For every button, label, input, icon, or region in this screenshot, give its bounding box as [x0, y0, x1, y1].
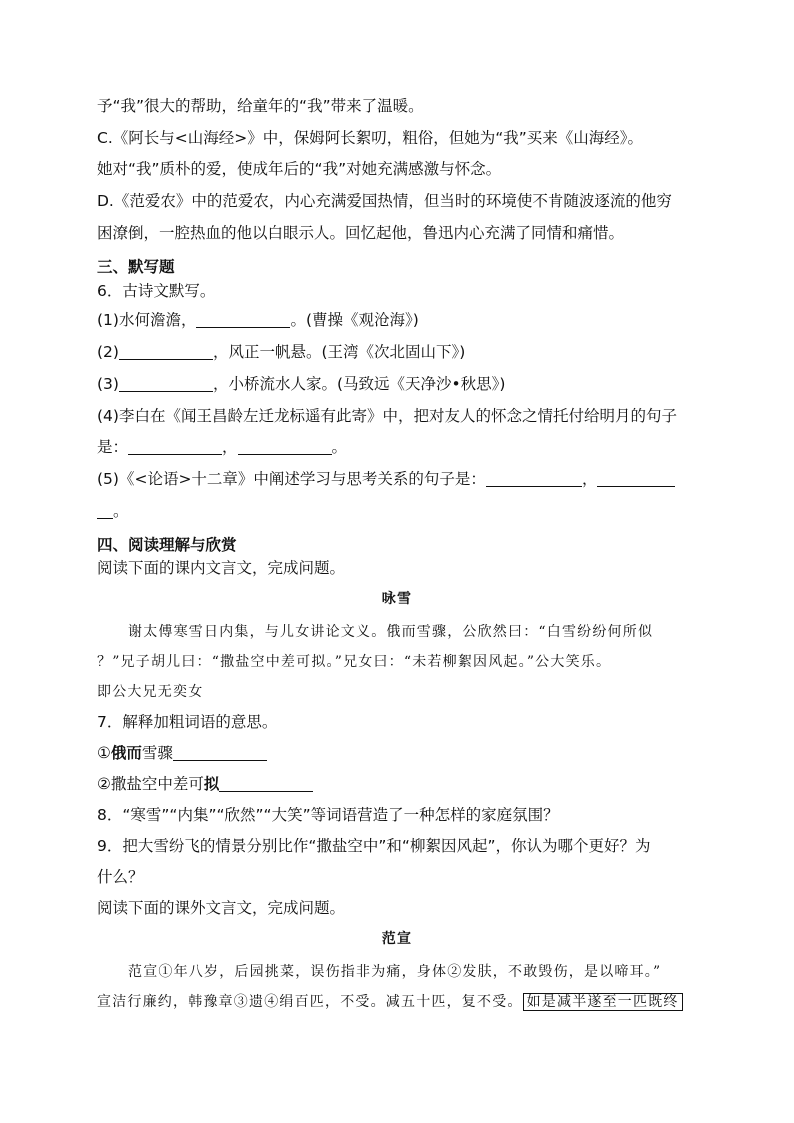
text-line: 予“我”很大的帮助，给童年的“我”带来了温暖。 — [97, 97, 424, 115]
answer-blank[interactable] — [173, 744, 267, 761]
text-line: 困潦倒，一腔热血的他以白眼示人。回忆起他，鲁迅内心充满了同情和痛惜。 — [97, 224, 625, 242]
answer-blank[interactable] — [196, 311, 290, 328]
dictation-item-1: (1)水何澹澹， 。(曹操《观沧海》) — [97, 311, 419, 329]
dictation-item-4: (4)李白在《闻王昌龄左迁龙标遥有此寄》中，把对友人的怀念之情托付给明月的句子 — [97, 407, 677, 425]
dictation-item-4-answer: 是： ， 。 — [97, 438, 348, 456]
answer-blank[interactable] — [486, 470, 582, 487]
dictation-item-5: (5)《<论语>十二章》中阐述学习与思考关系的句子是： ， — [97, 468, 675, 490]
option-c-line: C.《阿长与<山海经>》中，保姆阿长絮叨，粗俗，但她为“我”买来《山海经》。 — [97, 129, 644, 147]
answer-blank[interactable] — [119, 343, 213, 360]
answer-blank[interactable] — [119, 375, 213, 392]
question-7: 7．解释加粗词语的意思。 — [97, 713, 278, 731]
passage-line: 谢太傅寒雪日内集，与儿女讲论文义。俄而雪骤，公欣然曰：“白雪纷纷何所似 — [128, 624, 654, 640]
question-7-item-2: ②撒盐空中差可拟 — [97, 773, 313, 795]
question-7-item-1: ①俄而雪骤 — [97, 742, 267, 764]
question-6: 6．古诗文默写。 — [97, 282, 216, 300]
answer-blank[interactable] — [238, 438, 332, 455]
passage-line: 范宣①年八岁，后园挑菜，误伤指非为痛，身体②发肤，不敢毁伤，是以啼耳。” — [128, 964, 662, 980]
section-heading-dictation: 三、默写题 — [97, 258, 175, 276]
dictation-item-2: (2) ，风正一帆悬。(王湾《次北固山下》) — [97, 343, 466, 361]
reading-intro-2: 阅读下面的课外文言文，完成问题。 — [97, 899, 346, 917]
passage-title-2: 范宣 — [381, 931, 413, 947]
answer-blank[interactable] — [128, 438, 222, 455]
question-9: 9．把大雪纷飞的情景分别比作“撒盐空中”和“柳絮因风起”，你认为哪个更好？为 — [97, 837, 651, 855]
section-heading-reading: 四、阅读理解与欣赏 — [97, 536, 237, 554]
text-line: 她对“我”质朴的爱，使成年后的“我”对她充满感激与怀念。 — [97, 160, 502, 178]
dictation-item-3: (3) ，小桥流水人家。(马致远《天净沙•秋思》) — [97, 375, 506, 393]
passage-line: ？”兄子胡儿曰：“撒盐空中差可拟。”兄女曰：“未若柳絮因风起。”公大笑乐。 — [97, 654, 612, 670]
answer-blank[interactable] — [597, 470, 675, 487]
question-9-cont: 什么？ — [97, 868, 144, 886]
passage-line: 宣洁行廉约，韩豫章③遗④绢百匹，不受。减五十匹，复不受。 如是减半遂至一匹既终 — [97, 991, 683, 1013]
answer-blank[interactable] — [219, 775, 313, 792]
dictation-item-5-cont: 。 — [97, 500, 129, 522]
answer-blank[interactable] — [97, 502, 113, 519]
passage-line: 即公大兄无奕女 — [97, 684, 204, 700]
reading-intro: 阅读下面的课内文言文，完成问题。 — [97, 559, 346, 577]
question-8: 8．“寒雪”“内集”“欣然”“大笑”等词语营造了一种怎样的家庭氛围？ — [97, 806, 559, 824]
passage-title: 咏雪 — [381, 591, 413, 607]
option-d-line: D.《范爱农》中的范爱农，内心充满爱国热情，但当时的环境使不肯随波逐流的他穷 — [97, 192, 672, 210]
boxed-sentence: 如是减半遂至一匹既终 — [523, 993, 683, 1011]
